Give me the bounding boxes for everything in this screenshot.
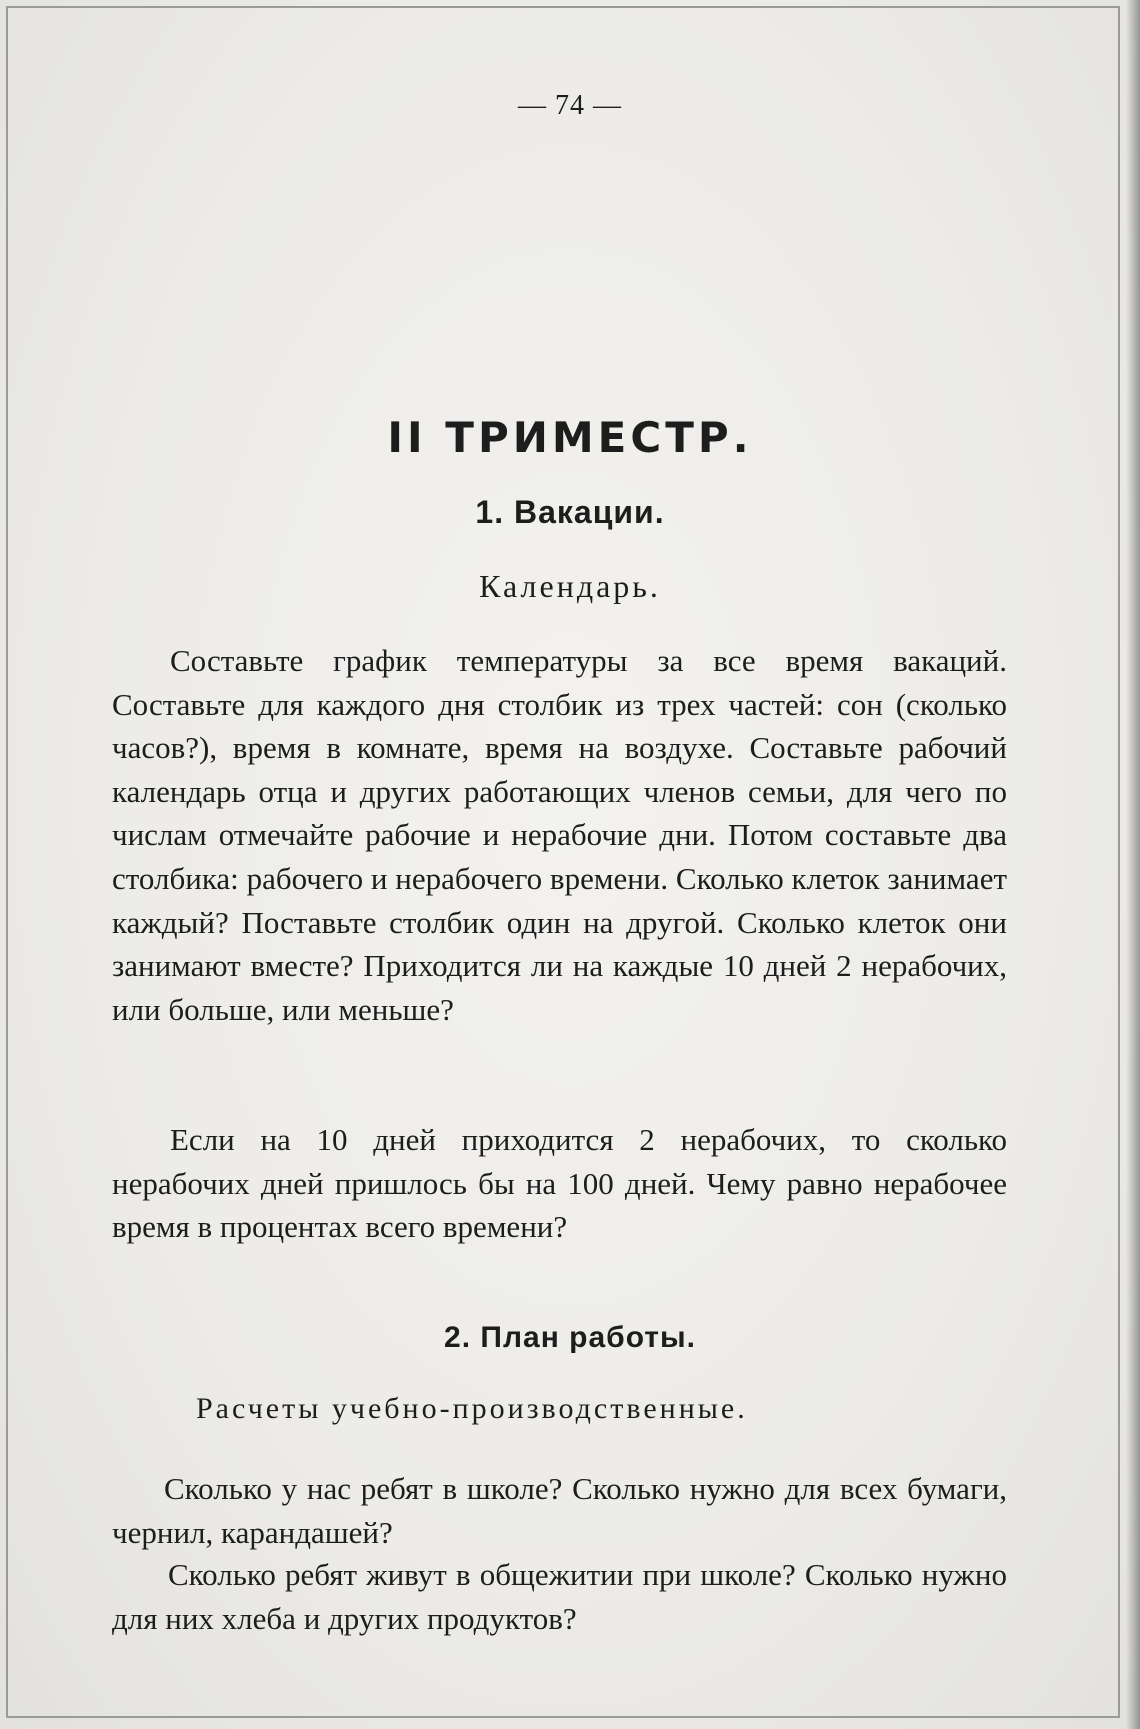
- page-edge-shadow: [1126, 0, 1140, 1729]
- paragraph-calendar-tasks: Составьте график температуры за все время вакаций. Составьте для каждого дня столбик из трех частей: сон (сколько часов?), время в комнате, время на воздухе. Составьте рабочий календарь отца и других работающих членов семьи, для чего по числам отмечайте рабочие и нерабочие дни. Потом составьте два столбика: рабочего и нерабочего времени. Сколько клеток занимает каждый? Поставьте столбик один на другой. Сколько клеток они занимают вместе? Приходится ли на каждые 10 дней 2 нерабочих, или больше, или меньше?: [112, 643, 1007, 1027]
- section-title-work-plan: 2. План работы.: [444, 1321, 696, 1354]
- paragraph-percent-question: Если на 10 дней приходится 2 нерабочих, то сколько нерабочих дней пришлось бы на 100 дней. Чему равно нерабочее время в процентах всего времени?: [112, 1122, 1007, 1245]
- paragraph-school-supplies: Сколько у нас ребят в школе? Сколько нужно для всех бумаги, чернил, карандашей?: [112, 1471, 1007, 1550]
- page-number: — 74 —: [518, 90, 622, 121]
- section-title-vacations: 1. Вакации.: [475, 494, 665, 530]
- section-subtitle-calendar: Календарь.: [479, 568, 661, 604]
- section-subtitle-calculations: Расчеты учебно-производственные.: [196, 1392, 748, 1425]
- chapter-heading: II ТРИМЕСТР.: [387, 413, 753, 462]
- paragraph-dormitory-food: Сколько ребят живут в общежитии при школе? Сколько нужно для них хлеба и других продуктов?: [112, 1557, 1007, 1636]
